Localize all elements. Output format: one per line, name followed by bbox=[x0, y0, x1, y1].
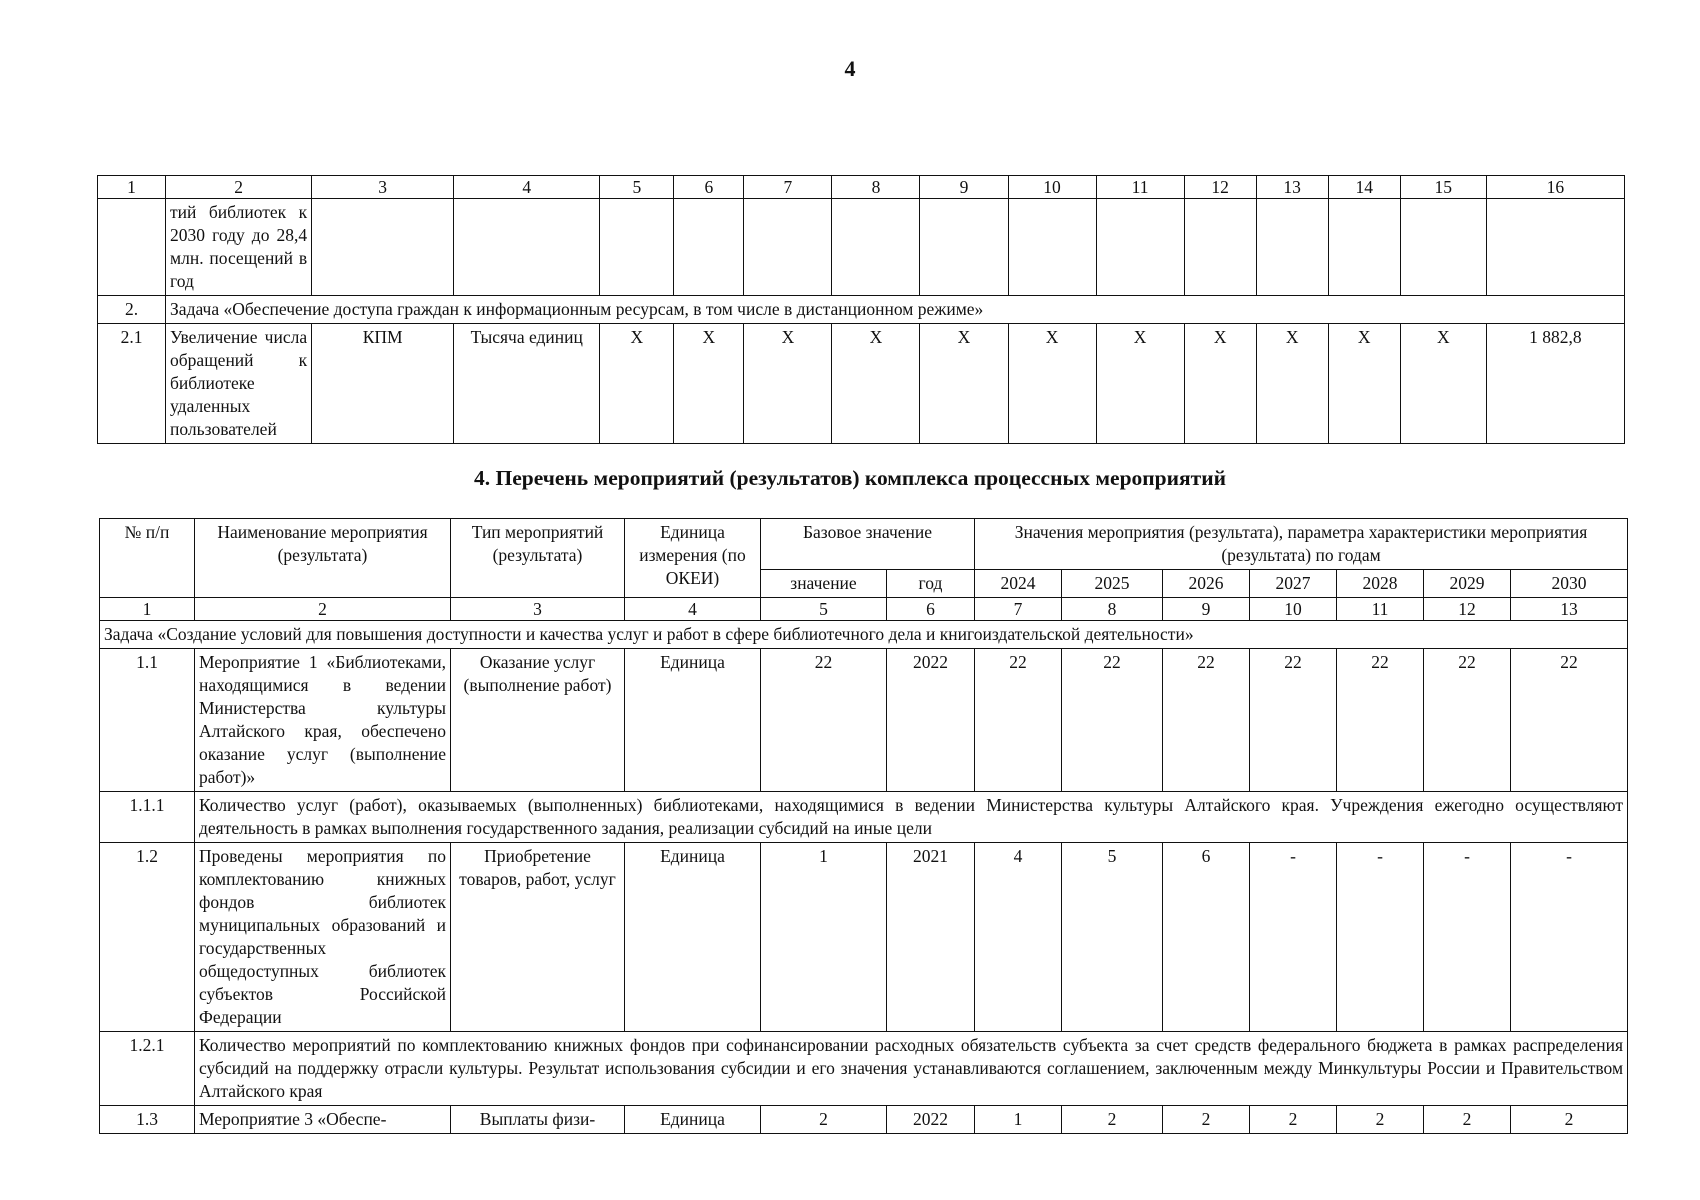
header-unit: Единица измерения (по ОКЕИ) bbox=[625, 519, 761, 598]
year-value: 2 bbox=[1337, 1106, 1424, 1134]
column-number: 3 bbox=[451, 598, 625, 621]
mark-cell: Х bbox=[1256, 324, 1328, 444]
column-number: 12 bbox=[1424, 598, 1511, 621]
mark-cell: Х bbox=[1096, 324, 1184, 444]
description-text: Количество услуг (работ), оказываемых (выполненных) библиотеками, находящимися в ведении Министерства культуры Алтайского края. Учреждения ежегодно осуществляют деятельность в рамках выполнения государственного задания, реализации субсидий на иные цели bbox=[195, 792, 1628, 843]
year-value: 22 bbox=[1250, 649, 1337, 792]
description-row-1-1-1 bbox=[100, 792, 1628, 843]
activity-unit: Единица bbox=[625, 843, 761, 1032]
mark-cell: Х bbox=[832, 324, 920, 444]
activity-unit: Единица bbox=[625, 1106, 761, 1134]
year-value: 2 bbox=[1163, 1106, 1250, 1134]
header-year: 2024 bbox=[975, 570, 1062, 598]
header-type: Тип мероприятий (результата) bbox=[451, 519, 625, 598]
task-text: Задача «Обеспечение доступа граждан к информационным ресурсам, в том числе в дистанционном режиме» bbox=[166, 296, 1625, 324]
column-number: 5 bbox=[761, 598, 887, 621]
column-number: 2 bbox=[166, 176, 312, 199]
indicator-row-2-1 bbox=[98, 324, 1625, 444]
column-number: 7 bbox=[744, 176, 832, 199]
row-number: 1.2 bbox=[100, 843, 195, 1032]
year-value: 2 bbox=[1062, 1106, 1163, 1134]
mark-cell: Х bbox=[1328, 324, 1400, 444]
column-number-row bbox=[100, 598, 1628, 621]
year-value: 22 bbox=[1424, 649, 1511, 792]
mark-cell: Х bbox=[920, 324, 1008, 444]
indicator-name: Увеличение числа обращений к библиотеке удаленных пользователей bbox=[166, 324, 312, 444]
row-number: 2. bbox=[98, 296, 166, 324]
year-value: 2 bbox=[1511, 1106, 1628, 1134]
task-row bbox=[100, 621, 1628, 649]
column-number: 14 bbox=[1328, 176, 1400, 199]
row-number: 2.1 bbox=[98, 324, 166, 444]
column-number: 8 bbox=[1062, 598, 1163, 621]
mark-cell: Х bbox=[744, 324, 832, 444]
activity-row-1-2 bbox=[100, 843, 1628, 1032]
task-row bbox=[98, 296, 1625, 324]
mark-cell: Х bbox=[1400, 324, 1486, 444]
column-number: 5 bbox=[600, 176, 674, 199]
header-base-year: год bbox=[887, 570, 975, 598]
year-value: 22 bbox=[1163, 649, 1250, 792]
column-number: 1 bbox=[100, 598, 195, 621]
column-number: 6 bbox=[887, 598, 975, 621]
mark-cell: Х bbox=[1184, 324, 1256, 444]
mark-cell: Х bbox=[674, 324, 744, 444]
indicator-name-continuation: тий библиотек к 2030 году до 28,4 млн. посещений в год bbox=[166, 199, 312, 296]
header-years-group: Значения мероприятия (результата), параметра характеристики мероприятия (результата) по годам bbox=[975, 519, 1628, 570]
base-year: 2021 bbox=[887, 843, 975, 1032]
column-number: 3 bbox=[312, 176, 454, 199]
header-base: Базовое значение bbox=[761, 519, 975, 570]
year-value: 22 bbox=[1337, 649, 1424, 792]
year-value: 2 bbox=[1250, 1106, 1337, 1134]
header-row bbox=[100, 519, 1628, 561]
header-base-value: значение bbox=[761, 570, 887, 598]
row-number: 1.3 bbox=[100, 1106, 195, 1134]
header-year: 2026 bbox=[1163, 570, 1250, 598]
year-value: - bbox=[1337, 843, 1424, 1032]
indicator-unit: Тысяча единиц bbox=[454, 324, 600, 444]
row-number: 1.1.1 bbox=[100, 792, 195, 843]
page-number: 4 bbox=[844, 56, 856, 81]
year-value: 22 bbox=[1511, 649, 1628, 792]
base-year: 2022 bbox=[887, 1106, 975, 1134]
column-number: 13 bbox=[1511, 598, 1628, 621]
activity-type: Выплаты физи- bbox=[451, 1106, 625, 1134]
column-number: 10 bbox=[1008, 176, 1096, 199]
column-number: 4 bbox=[454, 176, 600, 199]
year-value: - bbox=[1424, 843, 1511, 1032]
header-num: № п/п bbox=[100, 519, 195, 598]
row-number: 1.2.1 bbox=[100, 1032, 195, 1106]
column-number: 11 bbox=[1096, 176, 1184, 199]
column-number: 8 bbox=[832, 176, 920, 199]
column-number: 11 bbox=[1337, 598, 1424, 621]
header-year: 2025 bbox=[1062, 570, 1163, 598]
column-number: 9 bbox=[1163, 598, 1250, 621]
column-number: 15 bbox=[1400, 176, 1486, 199]
activity-name: Мероприятие 3 «Обеспе- bbox=[195, 1106, 451, 1134]
column-number: 12 bbox=[1184, 176, 1256, 199]
activity-row-1-1 bbox=[100, 649, 1628, 792]
indicators-table-continuation bbox=[97, 175, 1625, 444]
description-row-1-2-1 bbox=[100, 1032, 1628, 1106]
column-number: 1 bbox=[98, 176, 166, 199]
base-year: 2022 bbox=[887, 649, 975, 792]
mark-cell: Х bbox=[600, 324, 674, 444]
header-year: 2030 bbox=[1511, 570, 1628, 598]
activity-name: Проведены мероприятия по комплектованию книжных фондов библиотек муниципальных образований и государственных общедоступных библиотек субъектов Российской Федерации bbox=[195, 843, 451, 1032]
year-value: 6 bbox=[1163, 843, 1250, 1032]
activity-row-1-3 bbox=[100, 1106, 1628, 1134]
final-value: 1 882,8 bbox=[1486, 324, 1624, 444]
header-year: 2028 bbox=[1337, 570, 1424, 598]
year-value: 22 bbox=[975, 649, 1062, 792]
activity-type: Приобретение товаров, работ, услуг bbox=[451, 843, 625, 1032]
header-name: Наименование мероприятия (результата) bbox=[195, 519, 451, 598]
activities-table bbox=[99, 518, 1628, 1134]
description-text: Количество мероприятий по комплектованию книжных фондов при софинансировании расходных обязательств субъекта за счет средств федерального бюджета в рамках распределения субсидий на поддержку отрасли культуры. Результат использования субсидии и его значения устанавливаются соглашением, заключенным между Минкультуры России и Правительством Алтайского края bbox=[195, 1032, 1628, 1106]
year-value: 22 bbox=[1062, 649, 1163, 792]
year-value: 5 bbox=[1062, 843, 1163, 1032]
column-number: 9 bbox=[920, 176, 1008, 199]
mark-cell: Х bbox=[1008, 324, 1096, 444]
column-number: 4 bbox=[625, 598, 761, 621]
year-value: 4 bbox=[975, 843, 1062, 1032]
task-text: Задача «Создание условий для повышения доступности и качества услуг и работ в сфере библиотечного дела и книгоиздательской деятельности» bbox=[100, 621, 1628, 649]
year-value: 2 bbox=[1424, 1106, 1511, 1134]
base-value: 2 bbox=[761, 1106, 887, 1134]
base-value: 1 bbox=[761, 843, 887, 1032]
column-number: 2 bbox=[195, 598, 451, 621]
column-number: 6 bbox=[674, 176, 744, 199]
indicator-type: КПМ bbox=[312, 324, 454, 444]
year-value: - bbox=[1250, 843, 1337, 1032]
year-value: 1 bbox=[975, 1106, 1062, 1134]
base-value: 22 bbox=[761, 649, 887, 792]
continuation-row bbox=[98, 199, 1625, 296]
column-number-row bbox=[98, 176, 1625, 199]
row-number: 1.1 bbox=[100, 649, 195, 792]
activity-name: Мероприятие 1 «Библиотеками, находящимися в ведении Министерства культуры Алтайского края, обеспечено оказание услуг (выполнение работ)» bbox=[195, 649, 451, 792]
header-year: 2027 bbox=[1250, 570, 1337, 598]
column-number: 7 bbox=[975, 598, 1062, 621]
column-number: 10 bbox=[1250, 598, 1337, 621]
section-title: 4. Перечень мероприятий (результатов) комплекса процессных мероприятий bbox=[474, 466, 1226, 490]
activity-type: Оказание услуг (выполнение работ) bbox=[451, 649, 625, 792]
year-value: - bbox=[1511, 843, 1628, 1032]
column-number: 13 bbox=[1256, 176, 1328, 199]
activity-unit: Единица bbox=[625, 649, 761, 792]
header-year: 2029 bbox=[1424, 570, 1511, 598]
column-number: 16 bbox=[1486, 176, 1624, 199]
